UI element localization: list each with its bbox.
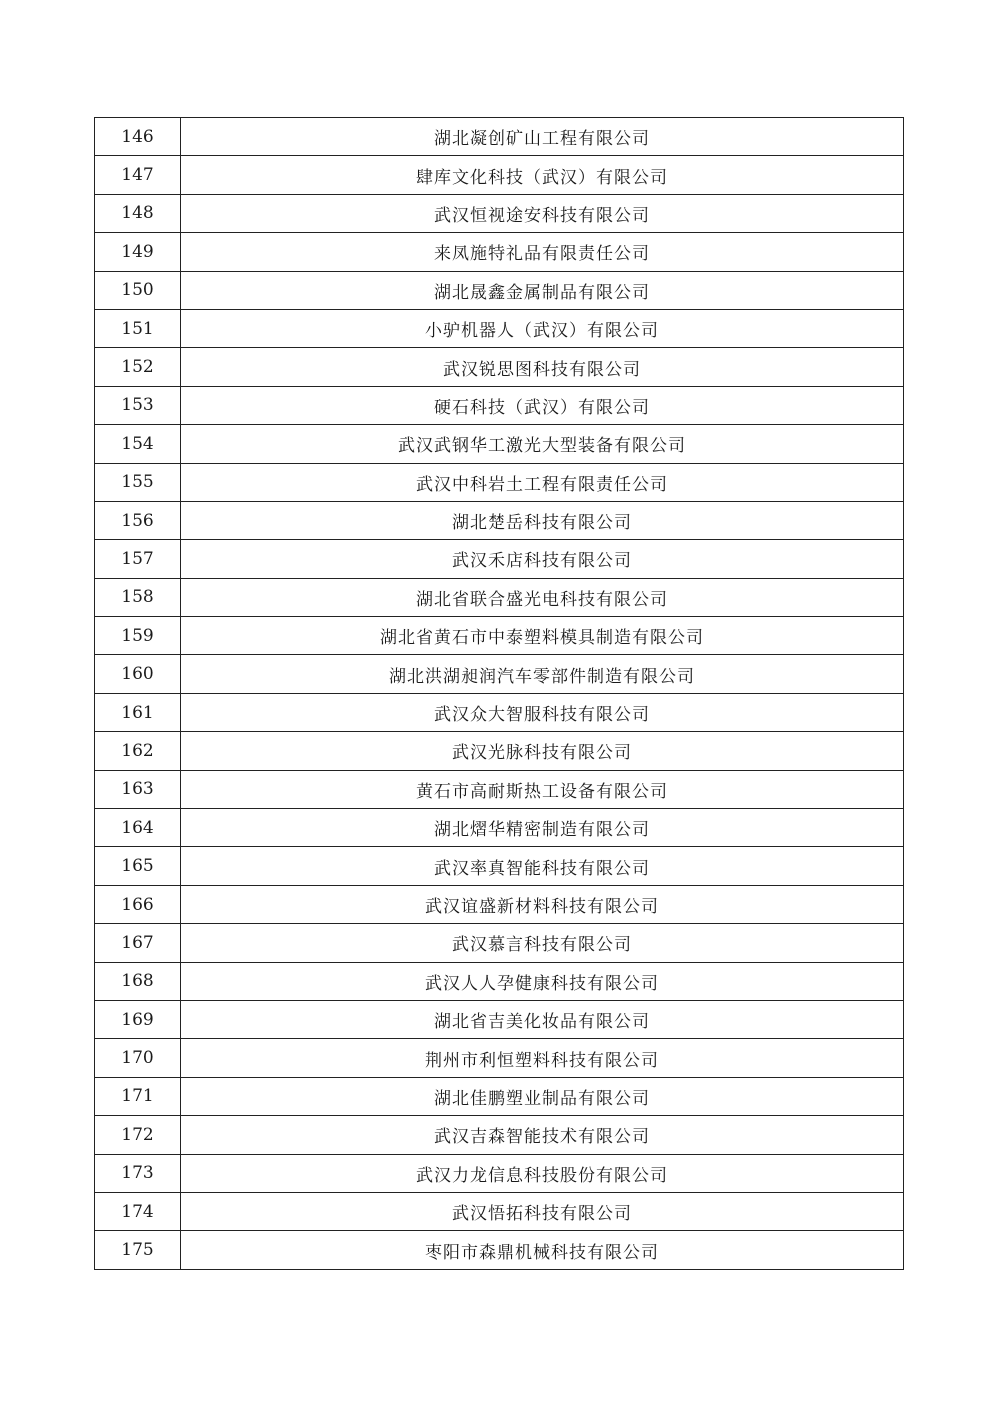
company-name: 湖北洪湖昶润汽车零部件制造有限公司: [181, 655, 904, 693]
row-number: 174: [95, 1192, 181, 1230]
company-name: 肆库文化科技（武汉）有限公司: [181, 156, 904, 194]
company-name: 武汉锐思图科技有限公司: [181, 348, 904, 386]
company-name: 湖北省吉美化妆品有限公司: [181, 1000, 904, 1038]
table-row: [95, 348, 904, 386]
table-row: [95, 425, 904, 463]
company-name: 湖北晟鑫金属制品有限公司: [181, 271, 904, 309]
row-number: 153: [95, 386, 181, 424]
company-name: 武汉禾店科技有限公司: [181, 540, 904, 578]
row-number: 151: [95, 309, 181, 347]
row-number: 149: [95, 233, 181, 271]
row-number: 165: [95, 847, 181, 885]
row-number: 156: [95, 501, 181, 539]
table-row: [95, 924, 904, 962]
row-number: 154: [95, 425, 181, 463]
table-row: [95, 1039, 904, 1077]
table-row: [95, 1000, 904, 1038]
table-row: [95, 809, 904, 847]
company-name: 武汉光脉科技有限公司: [181, 732, 904, 770]
company-name: 武汉力龙信息科技股份有限公司: [181, 1154, 904, 1192]
row-number: 155: [95, 463, 181, 501]
table-row: [95, 501, 904, 539]
row-number: 164: [95, 809, 181, 847]
table-row: [95, 1192, 904, 1230]
row-number: 146: [95, 118, 181, 156]
company-name: 武汉众大智服科技有限公司: [181, 693, 904, 731]
row-number: 167: [95, 924, 181, 962]
table-row: [95, 1231, 904, 1269]
row-number: 175: [95, 1231, 181, 1269]
row-number: 163: [95, 770, 181, 808]
row-number: 170: [95, 1039, 181, 1077]
row-number: 166: [95, 885, 181, 923]
company-name: 武汉人人孕健康科技有限公司: [181, 962, 904, 1000]
table-row: [95, 578, 904, 616]
row-number: 150: [95, 271, 181, 309]
company-name: 来凤施特礼品有限责任公司: [181, 233, 904, 271]
company-name: 硬石科技（武汉）有限公司: [181, 386, 904, 424]
table-row: [95, 885, 904, 923]
company-name: 枣阳市森鼎机械科技有限公司: [181, 1231, 904, 1269]
row-number: 152: [95, 348, 181, 386]
row-number: 148: [95, 194, 181, 232]
company-name: 湖北凝创矿山工程有限公司: [181, 118, 904, 156]
row-number: 171: [95, 1077, 181, 1115]
table-row: [95, 770, 904, 808]
company-name: 武汉武钢华工激光大型装备有限公司: [181, 425, 904, 463]
row-number: 158: [95, 578, 181, 616]
table-row: [95, 540, 904, 578]
row-number: 160: [95, 655, 181, 693]
company-name: 武汉恒视途安科技有限公司: [181, 194, 904, 232]
company-name: 武汉中科岩土工程有限责任公司: [181, 463, 904, 501]
company-list-table: [94, 117, 904, 1270]
table-row: [95, 1116, 904, 1154]
company-name: 湖北省联合盛光电科技有限公司: [181, 578, 904, 616]
table-row: [95, 693, 904, 731]
table-row: [95, 617, 904, 655]
company-name: 湖北佳鹏塑业制品有限公司: [181, 1077, 904, 1115]
company-name: 武汉谊盛新材料科技有限公司: [181, 885, 904, 923]
row-number: 161: [95, 693, 181, 731]
row-number: 147: [95, 156, 181, 194]
company-name: 武汉吉森智能技术有限公司: [181, 1116, 904, 1154]
company-list-body: [95, 118, 904, 1270]
row-number: 157: [95, 540, 181, 578]
table-row: [95, 732, 904, 770]
row-number: 173: [95, 1154, 181, 1192]
row-number: 168: [95, 962, 181, 1000]
table-row: [95, 118, 904, 156]
row-number: 162: [95, 732, 181, 770]
table-row: [95, 271, 904, 309]
table-row: [95, 1077, 904, 1115]
table-row: [95, 309, 904, 347]
company-name: 小驴机器人（武汉）有限公司: [181, 309, 904, 347]
table-row: [95, 1154, 904, 1192]
table-row: [95, 847, 904, 885]
table-row: [95, 233, 904, 271]
table-row: [95, 463, 904, 501]
company-name: 湖北省黄石市中泰塑料模具制造有限公司: [181, 617, 904, 655]
company-name: 湖北熠华精密制造有限公司: [181, 809, 904, 847]
table-row: [95, 655, 904, 693]
table-row: [95, 194, 904, 232]
row-number: 172: [95, 1116, 181, 1154]
table-row: [95, 156, 904, 194]
company-name: 武汉慕言科技有限公司: [181, 924, 904, 962]
company-name: 湖北楚岳科技有限公司: [181, 501, 904, 539]
company-name: 武汉悟拓科技有限公司: [181, 1192, 904, 1230]
table-row: [95, 962, 904, 1000]
row-number: 169: [95, 1000, 181, 1038]
row-number: 159: [95, 617, 181, 655]
company-name: 武汉率真智能科技有限公司: [181, 847, 904, 885]
company-name: 黄石市高耐斯热工设备有限公司: [181, 770, 904, 808]
table-row: [95, 386, 904, 424]
company-name: 荆州市利恒塑料科技有限公司: [181, 1039, 904, 1077]
